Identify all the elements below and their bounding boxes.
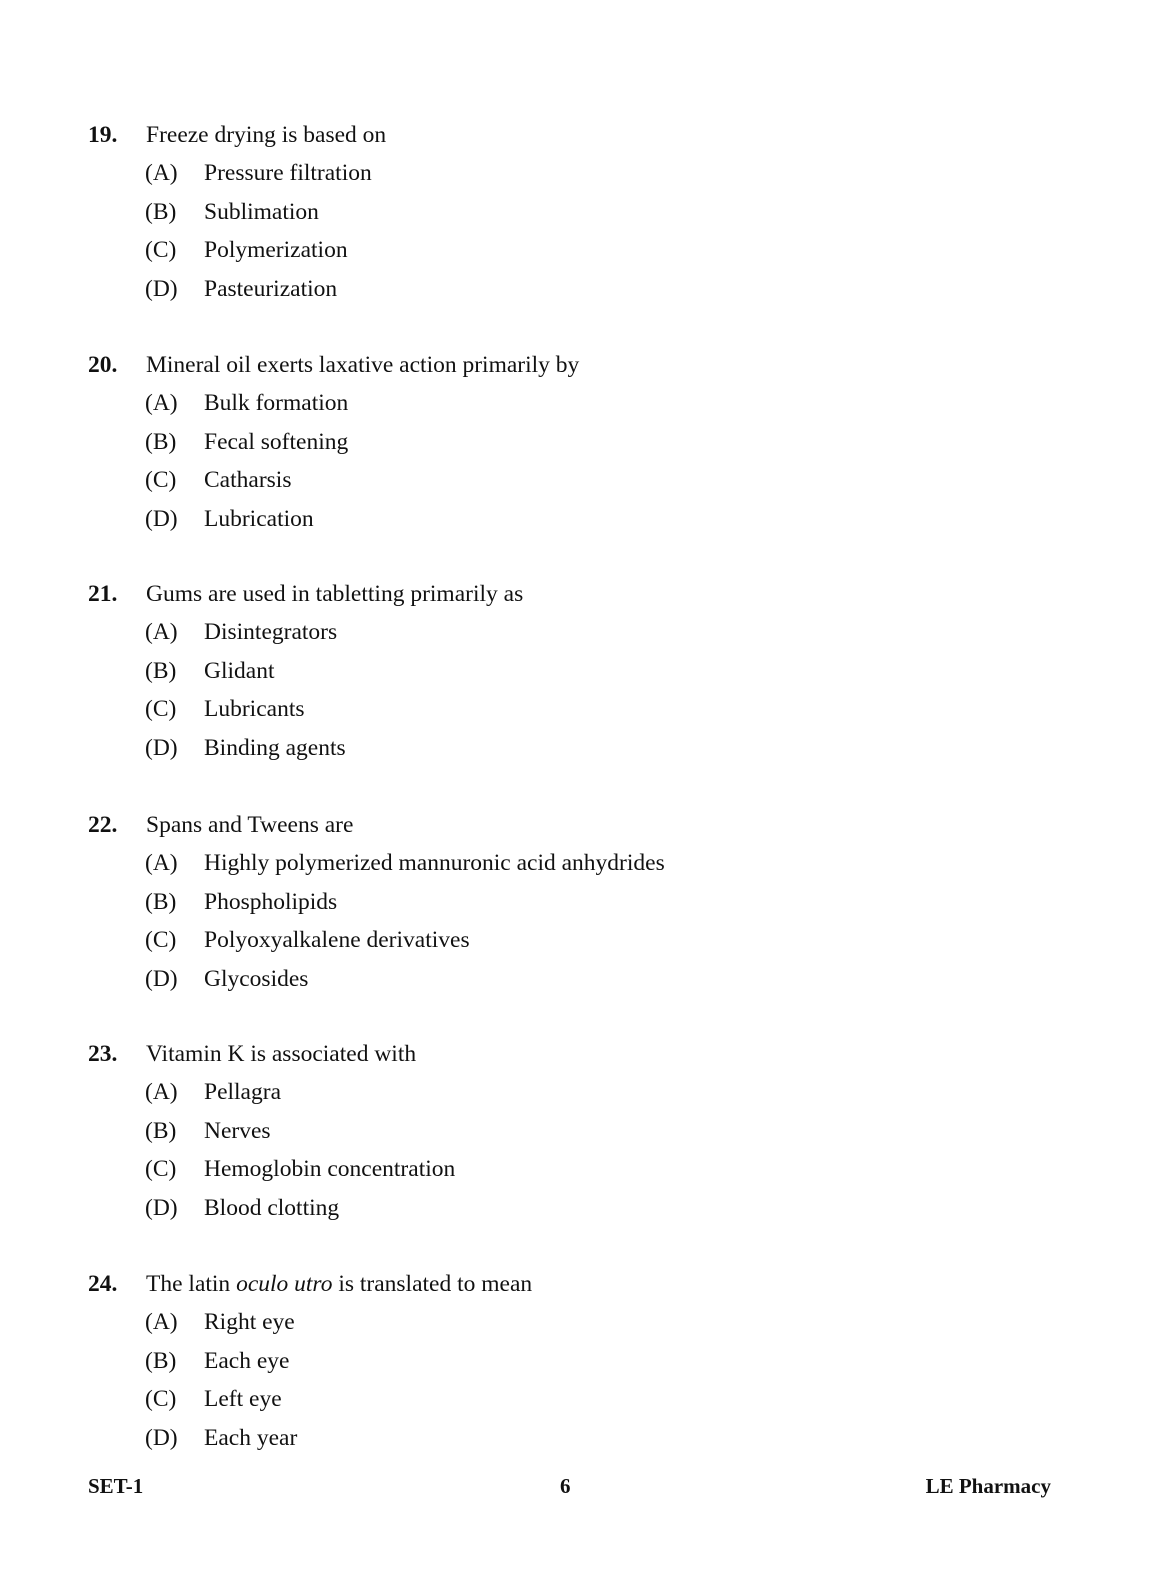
- option-text: Hemoglobin concentration: [204, 1156, 456, 1182]
- option-label: (C): [145, 696, 177, 722]
- option-label: (A): [145, 1309, 178, 1335]
- option-text: Sublimation: [204, 198, 319, 225]
- option-b: [88, 1112, 1088, 1151]
- question-20: [88, 346, 1088, 538]
- option-label: (D): [145, 505, 178, 532]
- question-text: [146, 1265, 532, 1303]
- option-label: (D): [145, 1194, 178, 1221]
- option-c: [88, 690, 1088, 729]
- option-text: Pasteurization: [204, 275, 338, 302]
- option-d: [88, 729, 1088, 768]
- option-text: Polyoxyalkalene derivatives: [204, 927, 470, 953]
- option-label: (C): [145, 237, 177, 263]
- option-d: [88, 1189, 1088, 1228]
- option-label: (B): [145, 428, 177, 455]
- question-text-after: is translated to mean: [332, 1271, 533, 1297]
- option-label: (A): [145, 1079, 178, 1105]
- question-19: [88, 116, 1088, 308]
- question-text-italic-term: oculo utro: [236, 1271, 333, 1297]
- option-text: Catharsis: [204, 467, 292, 493]
- option-label: (B): [145, 888, 177, 915]
- option-a: [88, 1303, 1088, 1342]
- question-number: 23.: [88, 1041, 118, 1067]
- question-number: 20.: [88, 352, 118, 378]
- question-text-before: The latin: [146, 1271, 237, 1297]
- option-label: (A): [145, 850, 178, 876]
- option-b: [88, 423, 1088, 462]
- option-label: (A): [145, 390, 178, 416]
- option-label: (D): [145, 1424, 178, 1451]
- option-c: [88, 231, 1088, 270]
- option-text: Blood clotting: [204, 1194, 340, 1221]
- question-number: 19.: [88, 122, 118, 148]
- option-d: [88, 1419, 1088, 1458]
- question-text: Spans and Tweens are: [146, 812, 354, 838]
- question-text: Mineral oil exerts laxative action primarily by: [146, 352, 580, 378]
- option-label: (B): [145, 1117, 177, 1144]
- question-text: Freeze drying is based on: [146, 122, 387, 148]
- option-label: (C): [145, 1386, 177, 1412]
- option-a: [88, 1073, 1088, 1112]
- option-text: Each year: [204, 1424, 298, 1451]
- option-text: Polymerization: [204, 237, 348, 263]
- option-label: (D): [145, 275, 178, 302]
- option-a: [88, 154, 1088, 193]
- option-c: [88, 461, 1088, 500]
- question-21: [88, 575, 1088, 767]
- option-a: [88, 844, 1088, 883]
- question-number: 24.: [88, 1271, 118, 1297]
- option-d: [88, 270, 1088, 309]
- question-23: [88, 1035, 1088, 1227]
- option-label: (D): [145, 734, 178, 761]
- option-b: [88, 193, 1088, 232]
- option-label: (C): [145, 1156, 177, 1182]
- option-label: (B): [145, 198, 177, 225]
- footer-subject: LE Pharmacy: [925, 1474, 1051, 1498]
- page-footer: [0, 1470, 1153, 1502]
- option-text: Binding agents: [204, 734, 346, 761]
- option-label: (A): [145, 160, 178, 186]
- question-number: 21.: [88, 581, 118, 607]
- option-c: [88, 1380, 1088, 1419]
- option-label: (B): [145, 1347, 177, 1374]
- option-label: (D): [145, 965, 178, 992]
- option-a: [88, 613, 1088, 652]
- option-text: Bulk formation: [204, 390, 349, 416]
- option-text: Right eye: [204, 1309, 295, 1335]
- option-d: [88, 500, 1088, 539]
- option-text: Lubrication: [204, 505, 314, 532]
- option-text: Glidant: [204, 657, 275, 684]
- question-number: 22.: [88, 812, 118, 838]
- option-d: [88, 960, 1088, 999]
- option-text: Pressure filtration: [204, 160, 372, 186]
- option-label: (A): [145, 619, 178, 645]
- option-b: [88, 652, 1088, 691]
- option-text: Highly polymerized mannuronic acid anhydrides: [204, 850, 665, 876]
- option-c: [88, 921, 1088, 960]
- option-text: Nerves: [204, 1117, 271, 1144]
- question-text: Gums are used in tabletting primarily as: [146, 581, 524, 607]
- footer-page-number: 6: [560, 1474, 571, 1498]
- option-b: [88, 1342, 1088, 1381]
- option-text: Disintegrators: [204, 619, 338, 645]
- option-text: Lubricants: [204, 696, 305, 722]
- option-text: Glycosides: [204, 965, 309, 992]
- option-label: (B): [145, 657, 177, 684]
- option-text: Phospholipids: [204, 888, 338, 915]
- option-text: Left eye: [204, 1386, 282, 1412]
- option-b: [88, 883, 1088, 922]
- option-a: [88, 384, 1088, 423]
- question-22: [88, 806, 1088, 998]
- option-c: [88, 1150, 1088, 1189]
- option-label: (C): [145, 467, 177, 493]
- question-24: [88, 1265, 1088, 1457]
- option-text: Each eye: [204, 1347, 290, 1374]
- option-text: Fecal softening: [204, 428, 349, 455]
- footer-set-label: SET-1: [88, 1474, 144, 1498]
- option-label: (C): [145, 927, 177, 953]
- option-text: Pellagra: [204, 1079, 281, 1105]
- question-text: Vitamin K is associated with: [146, 1041, 417, 1067]
